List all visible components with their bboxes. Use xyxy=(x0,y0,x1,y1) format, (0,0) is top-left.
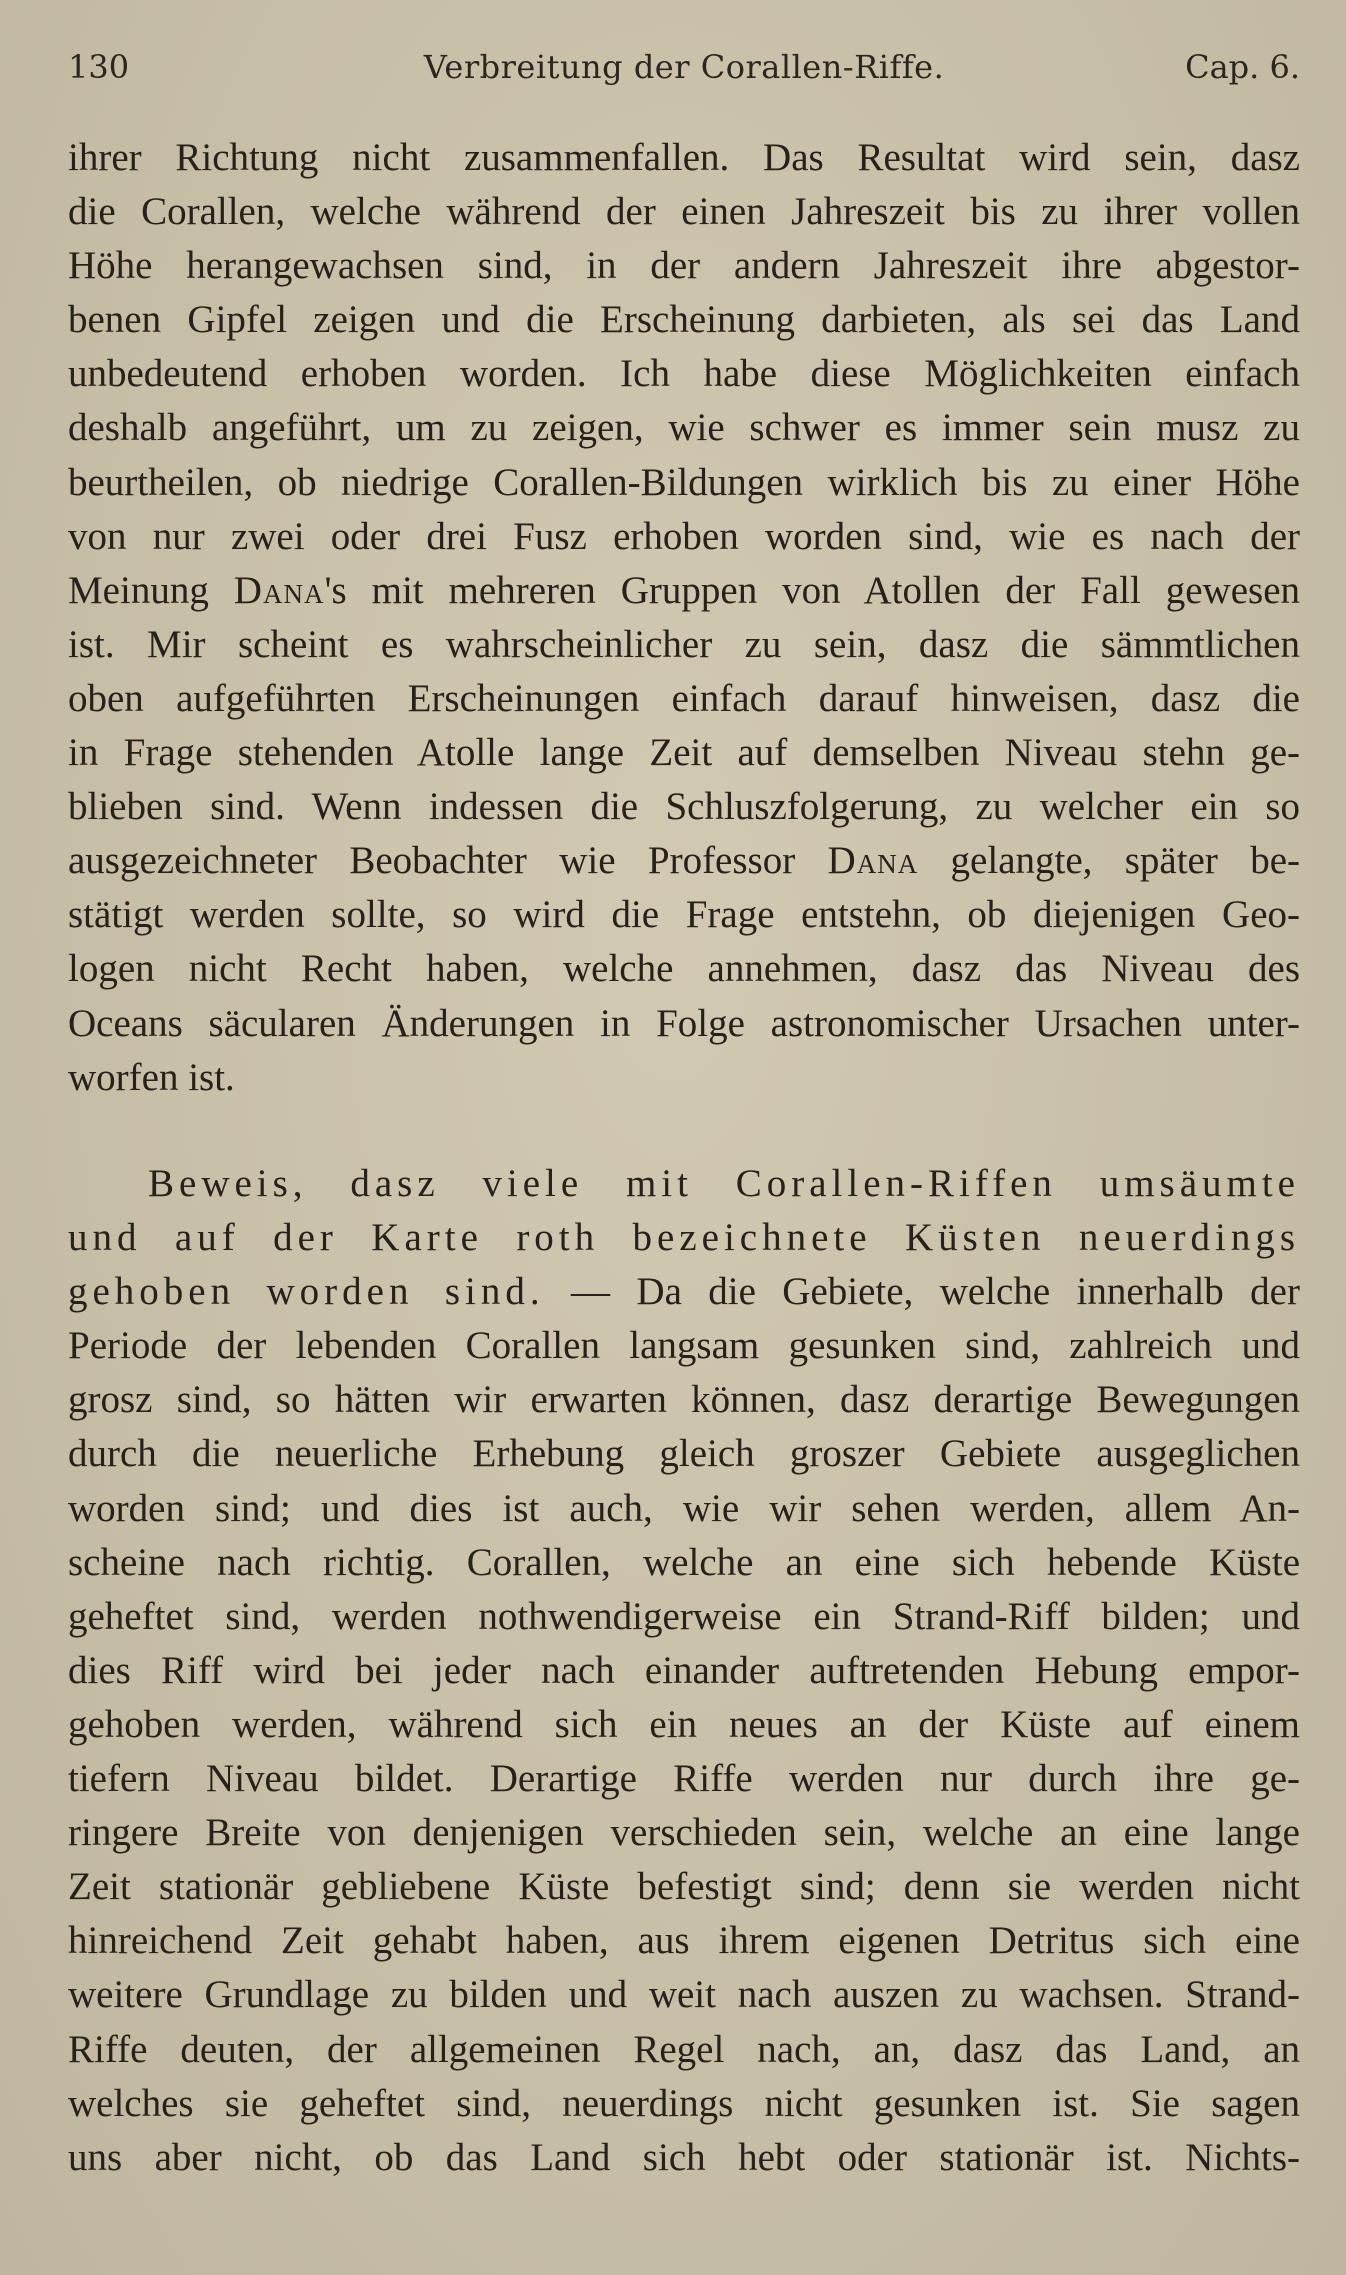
text-line: blieben sind. Wenn indessen die Schluszfolgerung, zu welcher ein so xyxy=(68,785,1300,829)
section-heading-end: gehoben worden sind. xyxy=(68,1270,545,1314)
text-line: unbedeutend erhoben worden. Ich habe diese Möglichkeiten einfach xyxy=(68,352,1300,396)
section-heading-line: Beweis, dasz viele mit Corallen-Riffen umsäumte xyxy=(148,1162,1300,1205)
author-name-smallcaps: Dana xyxy=(827,839,919,883)
text-line: deshalb angeführt, um zu zeigen, wie schwer es immer sein musz zu xyxy=(68,406,1300,450)
paragraph-2 xyxy=(68,1157,1300,2185)
text-line: die Corallen, welche während der einen Jahreszeit bis zu ihrer vollen xyxy=(68,190,1300,234)
text-line: geheftet sind, werden nothwendigerweise ein Strand-Riff bilden; und xyxy=(68,1594,1300,1638)
text-line: ausgezeichneter Beobachter wie Professor Dana gelangte, später be- xyxy=(68,839,1300,883)
text-line: Periode der lebenden Corallen langsam gesunken sind, zahlreich und xyxy=(68,1324,1300,1368)
running-title: Verbreitung der Corallen-Riffe. xyxy=(423,48,945,86)
text-line: ihrer Richtung nicht zusammenfallen. Das Resultat wird sein, dasz xyxy=(68,136,1300,179)
text-line: scheine nach richtig. Corallen, welche an eine sich hebende Küste xyxy=(68,1540,1300,1584)
text-line: ringere Breite von denjenigen verschieden sein, welche an eine lange xyxy=(68,1811,1300,1855)
text-line: beurtheilen, ob niedrige Corallen-Bildungen wirklich bis zu einer Höhe xyxy=(68,460,1300,504)
text-line: Zeit stationär gebliebene Küste befestigt sind; denn sie werden nicht xyxy=(68,1865,1300,1909)
text-line: benen Gipfel zeigen und die Erscheinung darbieten, als sei das Land xyxy=(68,298,1300,342)
text-line: gehoben werden, während sich ein neues an der Küste auf einem xyxy=(68,1702,1300,1746)
text-line: ist. Mir scheint es wahrscheinlicher zu sein, dasz die sämmtlichen xyxy=(68,622,1300,666)
text-line: grosz sind, so hätten wir erwarten können, dasz derartige Bewegungen xyxy=(68,1378,1300,1422)
text-line: logen nicht Recht haben, welche annehmen, dasz das Niveau des xyxy=(68,947,1300,991)
text-line: dies Riff wird bei jeder nach einander auftretenden Hebung empor- xyxy=(68,1648,1300,1692)
text-line: in Frage stehenden Atolle lange Zeit auf demselben Niveau stehn ge- xyxy=(68,731,1300,775)
text-line: weitere Grundlage zu bilden und weit nach auszen zu wachsen. Strand- xyxy=(68,1973,1300,2017)
text-line: worden sind; und dies ist auch, wie wir sehen werden, allem An- xyxy=(68,1486,1300,1530)
text-line: von nur zwei oder drei Fusz erhoben worden sind, wie es nach der xyxy=(68,514,1300,558)
page-header xyxy=(68,48,1300,98)
text-line: durch die neuerliche Erhebung gleich groszer Gebiete ausgeglichen xyxy=(68,1432,1300,1476)
text-line: hinreichend Zeit gehabt haben, aus ihrem eigenen Detritus sich eine xyxy=(68,1919,1300,1963)
text-line: stätigt werden sollte, so wird die Frage entstehn, ob diejenigen Geo- xyxy=(68,893,1300,937)
page-number: 130 xyxy=(68,48,130,86)
chapter-label: Cap. 6. xyxy=(1185,48,1300,86)
section-heading-line: und auf der Karte roth bezeichnete Küsten neuerdings xyxy=(68,1216,1300,1260)
text-line xyxy=(68,1265,1300,1319)
text-line: welches sie geheftet sind, neuerdings nicht gesunken ist. Sie sagen xyxy=(68,2081,1300,2125)
text-line: oben aufgeführten Erscheinungen einfach darauf hinweisen, dasz die xyxy=(68,676,1300,720)
text-line: worfen ist. xyxy=(68,1055,235,1099)
text-line: uns aber nicht, ob das Land sich hebt oder stationär ist. Nichts- xyxy=(68,2135,1300,2179)
heading-continuation: — Da die Gebiete, welche innerhalb der xyxy=(544,1270,1300,1314)
author-name-smallcaps: Dana xyxy=(233,568,325,612)
text-line: Oceans säcularen Änderungen in Folge astronomischer Ursachen unter- xyxy=(68,1001,1300,1045)
text-line: Meinung Dana's mit mehreren Gruppen von Atollen der Fall gewesen xyxy=(68,568,1301,612)
paragraph-1 xyxy=(68,131,1300,1105)
text-line: Riffe deuten, der allgemeinen Regel nach, an, dasz das Land, an xyxy=(68,2027,1300,2071)
text-line: tiefern Niveau bildet. Derartige Riffe werden nur durch ihre ge- xyxy=(68,1757,1300,1801)
text-line: Höhe herangewachsen sind, in der andern Jahreszeit ihre abgestor- xyxy=(68,244,1300,288)
